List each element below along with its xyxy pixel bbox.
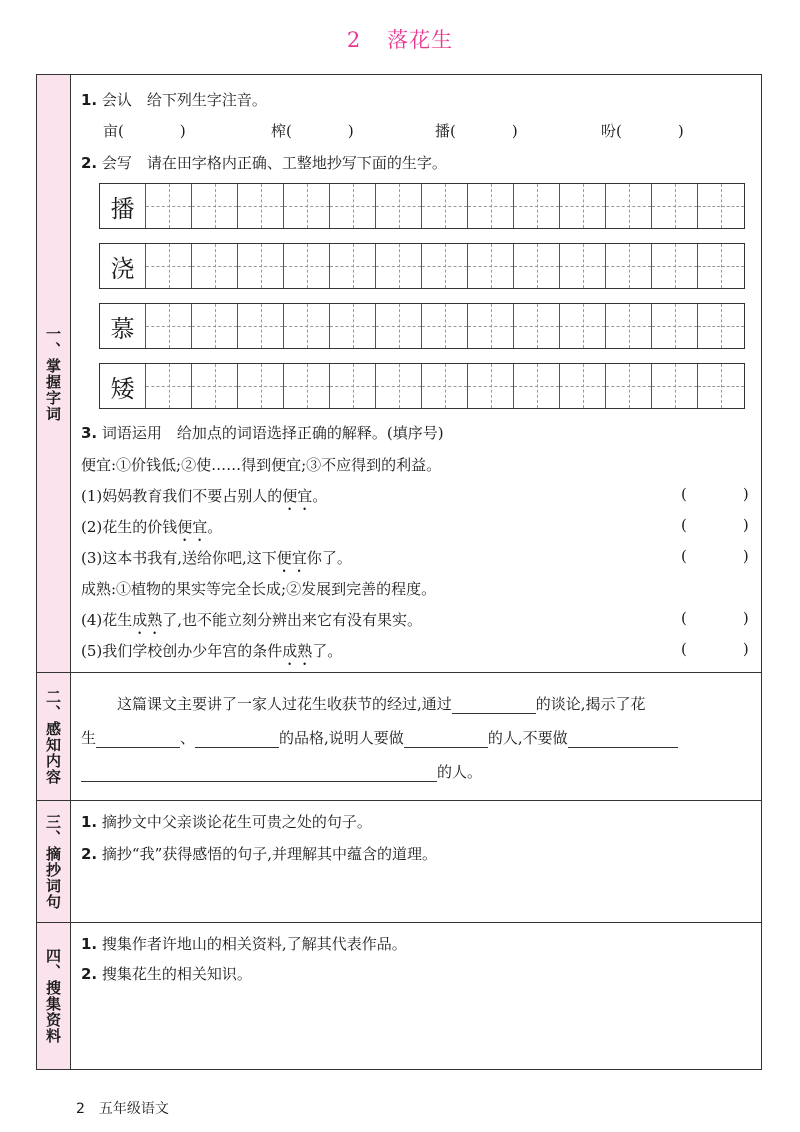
- fill-blank[interactable]: [404, 729, 488, 748]
- question-1: 1. 搜集作者许地山的相关资料,了解其代表作品。: [81, 935, 407, 953]
- lesson-number: 2: [346, 28, 362, 52]
- model-character: 播: [110, 194, 135, 223]
- worksheet-frame: [36, 74, 762, 1070]
- pinyin-item: 吩( ): [601, 122, 684, 140]
- question-2: 2. 摘抄“我”获得感悟的句子,并理解其中蕴含的道理。: [81, 845, 438, 863]
- question-3: 3. 词语运用 给加点的词语选择正确的解释。(填序号): [81, 424, 444, 442]
- section-label: 三、摘抄词句: [37, 801, 71, 922]
- sentence-item: (3)这本书我有,送给你吧,这下便宜你了。: [81, 549, 352, 567]
- answer-paren[interactable]: ( ): [681, 609, 749, 627]
- model-character: 慕: [110, 314, 135, 343]
- summary-line: 生 、 的品格,说明人要做 的人,不要做: [81, 727, 678, 748]
- sentence-item: (5)我们学校创办少年宫的条件成熟了。: [81, 642, 343, 660]
- page-title: [0, 24, 800, 54]
- pinyin-item: 播( ): [435, 122, 518, 140]
- section-research: [37, 923, 761, 1069]
- definition-text: 便宜:①价钱低;②使……得到便宜;③不应得到的利益。: [81, 456, 442, 474]
- question-2: 2. 会写 请在田字格内正确、工整地抄写下面的生字。: [81, 154, 447, 172]
- section-excerpts: [37, 801, 761, 923]
- question-2: 2. 搜集花生的相关知识。: [81, 965, 252, 983]
- page-number: 2: [76, 1101, 85, 1117]
- book-subject: 五年级语文: [98, 1101, 169, 1117]
- summary-line: 这篇课文主要讲了一家人过花生收获节的经过,通过 的谈论,揭示了花: [117, 695, 646, 713]
- fill-blank[interactable]: [195, 729, 279, 748]
- section-label: 二、感知内容: [37, 673, 71, 800]
- fill-blank[interactable]: [81, 763, 437, 782]
- definition-text: 成熟:①植物的果实等完全长成;②发展到完善的程度。: [81, 580, 437, 598]
- summary-line: 的人。: [81, 761, 482, 782]
- fill-blank[interactable]: [452, 695, 536, 714]
- model-character: 矮: [110, 374, 135, 403]
- fill-blank[interactable]: [96, 729, 180, 748]
- question-1: 1. 会认 给下列生字注音。: [81, 91, 267, 109]
- lesson-title: 落花生: [387, 28, 454, 52]
- section-label: 一、掌握字词: [37, 75, 71, 672]
- pinyin-item: 榨( ): [271, 122, 354, 140]
- answer-paren[interactable]: ( ): [681, 516, 749, 534]
- sentence-item: (2)花生的价钱便宜。: [81, 518, 223, 536]
- section-label: 四、搜集资料: [37, 923, 71, 1069]
- sentence-item: (1)妈妈教育我们不要占别人的便宜。: [81, 487, 328, 505]
- page-footer: [76, 1098, 169, 1118]
- question-1: 1. 摘抄文中父亲谈论花生可贵之处的句子。: [81, 813, 372, 831]
- fill-blank[interactable]: [568, 729, 678, 748]
- sentence-item: (4)花生成熟了,也不能立刻分辨出来它有没有果实。: [81, 611, 423, 629]
- answer-paren[interactable]: ( ): [681, 485, 749, 503]
- answer-paren[interactable]: ( ): [681, 547, 749, 565]
- section-vocabulary: [37, 75, 761, 673]
- model-character: 浇: [110, 254, 135, 283]
- section-comprehension: [37, 673, 761, 801]
- answer-paren[interactable]: ( ): [681, 640, 749, 658]
- pinyin-item: 亩( ): [103, 122, 186, 140]
